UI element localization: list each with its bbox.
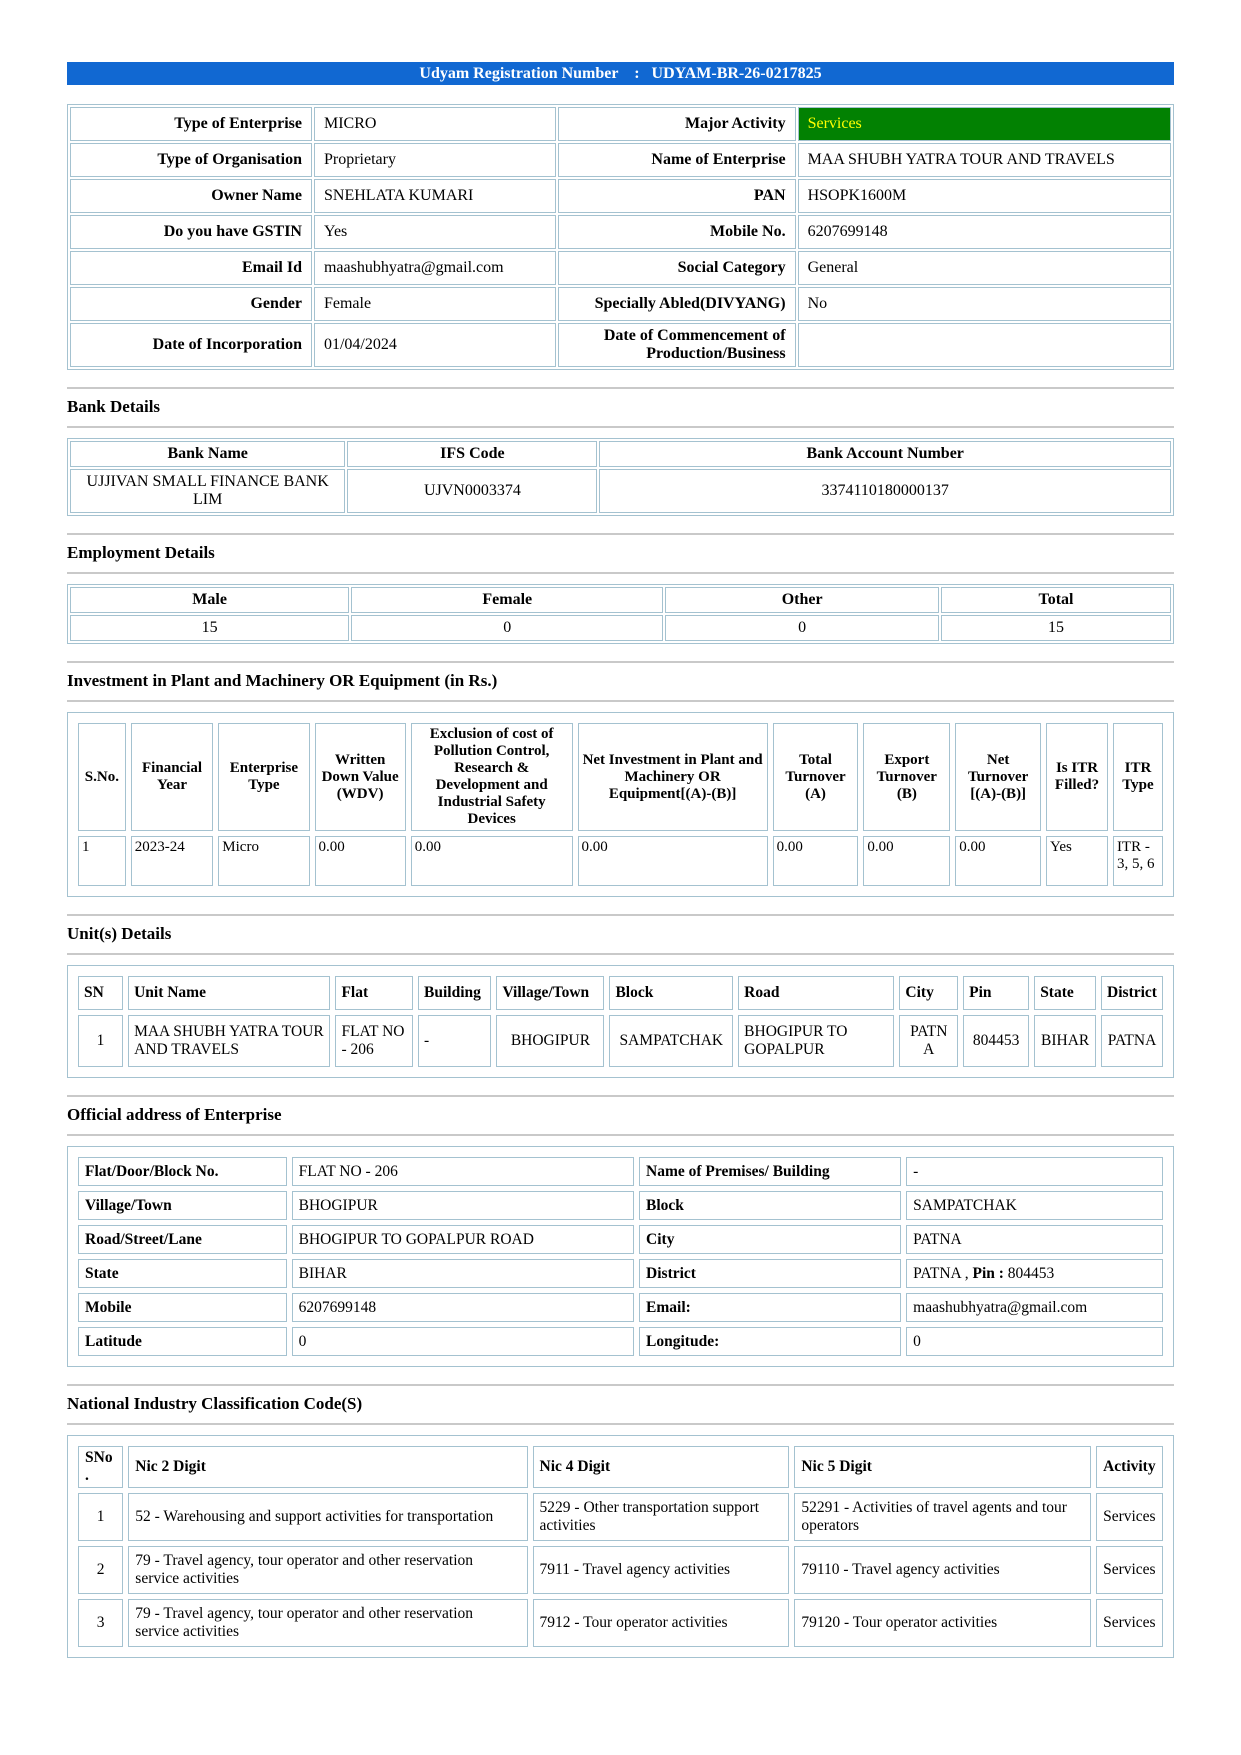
financial-year-cell: 2023-24 <box>131 836 214 886</box>
value-name-of-enterprise: MAA SHUBH YATRA TOUR AND TRAVELS <box>798 143 1171 177</box>
itr-filled-cell: Yes <box>1046 836 1108 886</box>
nic-sno-cell: 2 <box>78 1546 123 1594</box>
itr-type-cell: ITR - 3, 5, 6 <box>1113 836 1163 886</box>
enterprise-type-cell: Micro <box>218 836 309 886</box>
total-header: Total <box>941 587 1171 613</box>
pin-value: 804453 <box>1003 1264 1055 1282</box>
table-row <box>78 1191 1163 1220</box>
activity-header: Activity <box>1096 1446 1163 1488</box>
nic-sno-cell: 3 <box>78 1599 123 1647</box>
financial-year-header: Financial Year <box>131 723 214 831</box>
section-heading-units: Unit(s) Details <box>67 924 172 943</box>
label-state: State <box>78 1259 287 1288</box>
nic5-cell: 79120 - Tour operator activities <box>794 1599 1091 1647</box>
value-mobile: 6207699148 <box>798 215 1171 249</box>
address-table-box <box>67 1146 1174 1367</box>
nic4-header: Nic 4 Digit <box>533 1446 790 1488</box>
table-row <box>70 251 1171 285</box>
unit-name-cell: MAA SHUBH YATRA TOUR AND TRAVELS <box>128 1015 330 1067</box>
table-header-row <box>78 1446 1163 1488</box>
sno-header: S.No. <box>78 723 126 831</box>
account-number-cell: 3374110180000137 <box>599 469 1171 513</box>
table-row <box>78 1493 1163 1541</box>
table-header-row <box>70 587 1171 613</box>
label-gstin: Do you have GSTIN <box>70 215 312 249</box>
block-header: Block <box>609 976 733 1010</box>
enterprise-details-table <box>67 104 1174 370</box>
section-heading-nic-codes: National Industry Classification Code(S) <box>67 1394 363 1413</box>
female-header: Female <box>351 587 663 613</box>
building-header: Building <box>418 976 491 1010</box>
value-block: SAMPATCHAK <box>906 1191 1163 1220</box>
label-date-of-commencement: Date of Commencement of Production/Business <box>558 323 796 367</box>
table-row <box>78 1546 1163 1594</box>
state-cell: BIHAR <box>1034 1015 1096 1067</box>
table-header-row <box>78 976 1163 1010</box>
flat-header: Flat <box>335 976 413 1010</box>
net-investment-cell: 0.00 <box>578 836 768 886</box>
label-flat-door-block: Flat/Door/Block No. <box>78 1157 287 1186</box>
label-district: District <box>639 1259 901 1288</box>
ifs-code-header: IFS Code <box>347 441 597 467</box>
district-city-text: PATNA , <box>913 1264 973 1282</box>
label-type-of-organisation: Type of Organisation <box>70 143 312 177</box>
table-row <box>70 469 1171 513</box>
label-email-address: Email: <box>639 1293 901 1322</box>
label-major-activity: Major Activity <box>558 107 796 141</box>
employment-details-table <box>67 584 1174 644</box>
label-pan: PAN <box>558 179 796 213</box>
value-village-town: BHOGIPUR <box>292 1191 634 1220</box>
label-road-street-lane: Road/Street/Lane <box>78 1225 287 1254</box>
section-heading-official-address: Official address of Enterprise <box>67 1105 282 1124</box>
district-header: District <box>1101 976 1163 1010</box>
section-heading-employment-details: Employment Details <box>67 543 215 562</box>
city-cell: PATNA <box>899 1015 958 1067</box>
total-count: 15 <box>941 615 1171 641</box>
divider <box>67 387 1174 389</box>
value-gender: Female <box>314 287 556 321</box>
label-email: Email Id <box>70 251 312 285</box>
section-heading-investment: Investment in Plant and Machinery OR Equipment (in Rs.) <box>67 671 498 690</box>
value-state: BIHAR <box>292 1259 634 1288</box>
table-row <box>78 1293 1163 1322</box>
investment-table <box>73 718 1168 891</box>
district-cell: PATNA <box>1101 1015 1163 1067</box>
nic5-cell: 79110 - Travel agency activities <box>794 1546 1091 1594</box>
sn-cell: 1 <box>78 1015 123 1067</box>
label-latitude: Latitude <box>78 1327 287 1356</box>
label-date-of-incorporation: Date of Incorporation <box>70 323 312 367</box>
total-turnover-header: Total Turnover (A) <box>773 723 859 831</box>
flat-cell: FLAT NO - 206 <box>335 1015 413 1067</box>
export-turnover-header: Export Turnover (B) <box>863 723 950 831</box>
label-city: City <box>639 1225 901 1254</box>
value-pan: HSOPK1600M <box>798 179 1171 213</box>
table-row <box>78 1157 1163 1186</box>
nic-table-box <box>67 1435 1174 1658</box>
table-row <box>70 323 1171 367</box>
pin-header: Pin <box>963 976 1029 1010</box>
major-activity-badge: Services <box>798 107 1171 141</box>
pin-label: Pin : <box>972 1264 1004 1282</box>
label-specially-abled: Specially Abled(DIVYANG) <box>558 287 796 321</box>
bank-name-cell: UJJIVAN SMALL FINANCE BANK LIM <box>70 469 345 513</box>
registration-number-banner: Udyam Registration Number : UDYAM-BR-26-0217825 <box>67 62 1174 85</box>
divider <box>67 572 1174 574</box>
table-row <box>78 836 1163 886</box>
value-type-of-organisation: Proprietary <box>314 143 556 177</box>
table-row <box>78 1015 1163 1067</box>
exclusion-cell: 0.00 <box>411 836 573 886</box>
label-longitude: Longitude: <box>639 1327 901 1356</box>
value-latitude: 0 <box>292 1327 634 1356</box>
wdv-cell: 0.00 <box>315 836 406 886</box>
divider <box>67 1423 1174 1425</box>
state-header: State <box>1034 976 1096 1010</box>
value-gstin: Yes <box>314 215 556 249</box>
table-header-row <box>78 723 1163 831</box>
table-row <box>70 179 1171 213</box>
export-turnover-cell: 0.00 <box>863 836 950 886</box>
units-table-box <box>67 965 1174 1078</box>
divider <box>67 533 1174 535</box>
divider <box>67 914 1174 916</box>
block-cell: SAMPATCHAK <box>609 1015 733 1067</box>
table-header-row <box>70 441 1171 467</box>
ifs-code-cell: UJVN0003374 <box>347 469 597 513</box>
male-count: 15 <box>70 615 349 641</box>
value-date-of-commencement <box>798 323 1171 367</box>
value-district <box>906 1259 1163 1288</box>
sn-header: SN <box>78 976 123 1010</box>
divider <box>67 1384 1174 1386</box>
village-town-cell: BHOGIPUR <box>496 1015 604 1067</box>
exclusion-header: Exclusion of cost of Pollution Control, Research & Development and Industrial Safety Devices <box>411 723 573 831</box>
table-row <box>70 215 1171 249</box>
value-email-address: maashubhyatra@gmail.com <box>906 1293 1163 1322</box>
divider <box>67 1134 1174 1136</box>
bank-name-header: Bank Name <box>70 441 345 467</box>
divider <box>67 700 1174 702</box>
city-header: City <box>899 976 958 1010</box>
itr-type-header: ITR Type <box>1113 723 1163 831</box>
label-social-category: Social Category <box>558 251 796 285</box>
investment-table-box <box>67 712 1174 897</box>
units-table <box>73 971 1168 1072</box>
value-premises-building: - <box>906 1157 1163 1186</box>
label-block: Block <box>639 1191 901 1220</box>
divider <box>67 953 1174 955</box>
female-count: 0 <box>351 615 663 641</box>
activity-cell: Services <box>1096 1493 1163 1541</box>
other-header: Other <box>665 587 939 613</box>
account-number-header: Bank Account Number <box>599 441 1171 467</box>
nic-sno-header: SNo. <box>78 1446 123 1488</box>
pin-cell: 804453 <box>963 1015 1029 1067</box>
male-header: Male <box>70 587 349 613</box>
divider <box>67 426 1174 428</box>
divider <box>67 1095 1174 1097</box>
official-address-table <box>73 1152 1168 1361</box>
village-town-header: Village/Town <box>496 976 604 1010</box>
net-turnover-header: Net Turnover [(A)-(B)] <box>955 723 1041 831</box>
label-mobile: Mobile No. <box>558 215 796 249</box>
nic5-header: Nic 5 Digit <box>794 1446 1091 1488</box>
value-owner-name: SNEHLATA KUMARI <box>314 179 556 213</box>
value-road-street-lane: BHOGIPUR TO GOPALPUR ROAD <box>292 1225 634 1254</box>
label-name-of-enterprise: Name of Enterprise <box>558 143 796 177</box>
nic2-header: Nic 2 Digit <box>128 1446 527 1488</box>
table-row <box>70 615 1171 641</box>
table-row <box>78 1259 1163 1288</box>
itr-filled-header: Is ITR Filled? <box>1046 723 1108 831</box>
label-type-of-enterprise: Type of Enterprise <box>70 107 312 141</box>
nic-sno-cell: 1 <box>78 1493 123 1541</box>
value-mobile-address: 6207699148 <box>292 1293 634 1322</box>
nic2-cell: 52 - Warehousing and support activities for transportation <box>128 1493 527 1541</box>
activity-cell: Services <box>1096 1599 1163 1647</box>
label-mobile-address: Mobile <box>78 1293 287 1322</box>
road-cell: BHOGIPUR TO GOPALPUR <box>738 1015 894 1067</box>
value-type-of-enterprise: MICRO <box>314 107 556 141</box>
total-turnover-cell: 0.00 <box>773 836 859 886</box>
bank-details-table <box>67 438 1174 516</box>
building-cell: - <box>418 1015 491 1067</box>
other-count: 0 <box>665 615 939 641</box>
sno-cell: 1 <box>78 836 126 886</box>
label-gender: Gender <box>70 287 312 321</box>
nic4-cell: 7912 - Tour operator activities <box>533 1599 790 1647</box>
table-row <box>78 1327 1163 1356</box>
value-specially-abled: No <box>798 287 1171 321</box>
divider <box>67 661 1174 663</box>
value-email: maashubhyatra@gmail.com <box>314 251 556 285</box>
table-row <box>70 287 1171 321</box>
label-owner-name: Owner Name <box>70 179 312 213</box>
section-heading-bank-details: Bank Details <box>67 397 161 416</box>
value-date-of-incorporation: 01/04/2024 <box>314 323 556 367</box>
nic-codes-table <box>73 1441 1168 1652</box>
table-row <box>78 1225 1163 1254</box>
table-row <box>70 143 1171 177</box>
label-premises-building: Name of Premises/ Building <box>639 1157 901 1186</box>
activity-cell: Services <box>1096 1546 1163 1594</box>
nic2-cell: 79 - Travel agency, tour operator and other reservation service activities <box>128 1546 527 1594</box>
net-turnover-cell: 0.00 <box>955 836 1041 886</box>
value-social-category: General <box>798 251 1171 285</box>
enterprise-type-header: Enterprise Type <box>218 723 309 831</box>
net-investment-header: Net Investment in Plant and Machinery OR Equipment[(A)-(B)] <box>578 723 768 831</box>
nic5-cell: 52291 - Activities of travel agents and tour operators <box>794 1493 1091 1541</box>
nic4-cell: 7911 - Travel agency activities <box>533 1546 790 1594</box>
table-row <box>78 1599 1163 1647</box>
unit-name-header: Unit Name <box>128 976 330 1010</box>
label-village-town: Village/Town <box>78 1191 287 1220</box>
nic2-cell: 79 - Travel agency, tour operator and other reservation service activities <box>128 1599 527 1647</box>
table-row <box>70 107 1171 141</box>
nic4-cell: 5229 - Other transportation support activities <box>533 1493 790 1541</box>
value-flat-door-block: FLAT NO - 206 <box>292 1157 634 1186</box>
value-longitude: 0 <box>906 1327 1163 1356</box>
wdv-header: Written Down Value (WDV) <box>315 723 406 831</box>
value-city: PATNA <box>906 1225 1163 1254</box>
road-header: Road <box>738 976 894 1010</box>
